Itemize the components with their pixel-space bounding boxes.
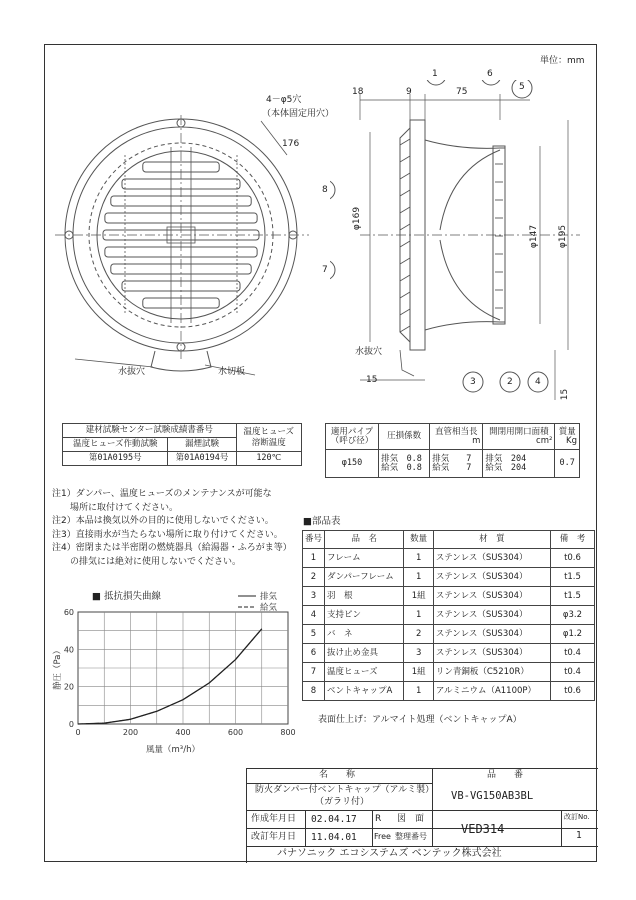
note-line: 場所に取付けてください。 [52,502,179,513]
chart-x-axis-label: 風量（m³/h） [146,745,200,755]
spec-h1-line2: （呼び径） [330,435,374,446]
fire-test-col3-line2: 溶断温度 [251,437,286,448]
fire-test-col1: 温度ヒューズ作動試験 [63,438,168,452]
dim-15a: 15 [366,375,378,385]
note-line: の排気には絶対に使用しないでください。 [52,556,242,567]
chart-series-line-exhaust [78,629,262,724]
ref-number: VED314 [461,822,505,836]
hole-note-2: （本体固定用穴） [262,109,335,119]
note-line: 注4）密閉または半密閉の燃焼器具（給湯器・ふろがま等） [52,543,292,554]
parts-cell: 4 [303,606,325,625]
parts-cell: t1.5 [550,587,594,606]
fire-test-val3: 120℃ [236,452,301,466]
parts-cell: ステンレス（SUS304） [433,644,550,663]
fire-test-val2: 第01A0194号 [168,452,236,466]
fire-test-col3-line1: 温度ヒューズ [243,427,295,438]
callout-6: 6 [487,69,493,79]
parts-row [303,682,595,701]
dim-15b: 15 [560,388,571,401]
created-label: 作成年月日 [251,814,297,824]
spec-h3-line1: 直管相当長 [435,426,478,437]
spec-mass: 0.7 [555,450,580,478]
chart-legend-label: 給気 [260,603,278,613]
spec-h5 [555,424,580,450]
dim-169: φ169 [352,206,363,231]
spec-len-exhaust: 排気 7 [432,453,472,464]
dim-75: 75 [456,87,468,97]
parts-cell: 1 [303,549,325,568]
parts-cell: 2 [404,625,433,644]
chart-title: ■ 抵抗損失曲線 [92,591,161,602]
title-block [246,768,598,863]
parts-cell: φ1.2 [550,625,594,644]
parts-cell: t0.6 [550,682,594,701]
spec-area-exhaust: 排気 204 [485,453,527,464]
parts-row [303,644,595,663]
side-view-drawing [330,80,590,410]
parts-cell: 支持ピン [325,606,404,625]
product-name-2: （ガラリ付） [315,797,370,807]
spec-h3-line2: m [472,435,481,446]
spec-h1 [326,424,379,450]
spec-loss-supply: 給気 0.8 [381,462,422,473]
parts-row [303,549,595,568]
parts-cell: ステンレス（SUS304） [433,549,550,568]
spec-h5-line1: 質量 [558,426,576,437]
chart-x-tick-label: 400 [175,728,191,737]
note-line: 注2）本品は換気以外の目的に使用しないでください。 [52,516,274,527]
spec-len-supply: 給気 7 [432,462,472,473]
spec-area-supply: 給気 204 [485,462,527,473]
dim-195: φ195 [558,224,569,249]
parts-cell: ステンレス（SUS304） [433,606,550,625]
parts-cell: 8 [303,682,325,701]
chart-x-tick-label: 800 [280,728,296,737]
callout-7: 7 [322,265,328,275]
chart-y-tick-label: 20 [63,682,74,692]
revised-date: 11.04.01 [311,832,357,843]
callout-4: 4 [535,377,541,387]
dim-18: 18 [352,87,364,97]
dim-9: 9 [406,87,412,97]
revised-label: 改訂年月日 [251,832,297,842]
chart-x-tick-label: 0 [75,728,81,737]
finish-note: 表面仕上げ：アルマイト処理（ベントキャップA） [318,715,522,725]
spec-h4-line1: 開閉用開口面積 [489,426,549,437]
parts-cell: t0.6 [550,549,594,568]
fire-test-title: 建材試験センター試験成績書番号 [63,424,237,438]
rev-number: 1 [576,830,582,841]
parts-cell: φ3.2 [550,606,594,625]
company-name: パナソニック エコシステムズ ベンテック株式会社 [277,848,502,859]
product-name-1: 防火ダンパー付ベントキャップ（アルミ製） [255,785,435,795]
parts-cell: 6 [303,644,325,663]
scale-r: R [375,814,382,824]
callout-5: 5 [519,82,525,92]
label-mizukiri: 水切板 [218,367,246,377]
spec-area [483,450,555,478]
parts-cell: 1組 [404,663,433,682]
fire-test-table [62,423,302,466]
chart-series-line-supply [78,629,262,724]
fire-test-val1: 第01A0195号 [63,452,168,466]
model-number: VB-VG150AB3BL [451,790,534,802]
chart-x-tick-label: 600 [227,728,244,737]
parts-cell: バ ネ [325,625,404,644]
parts-cell: 5 [303,625,325,644]
parts-cell: 3 [404,644,433,663]
free-label: Free [374,832,391,841]
parts-cell: フレーム [325,549,404,568]
parts-row [303,663,595,682]
parts-cell: リン青銅板（C5210R） [433,663,550,682]
notes-block [52,488,292,570]
spec-h1-line1: 適用パイプ [330,426,374,437]
spec-h4 [483,424,555,450]
drawing-label: 図 面 [397,814,425,824]
front-view-drawing [55,95,315,385]
parts-header: 番号 [303,531,325,549]
label-mizunuki-side: 水抜穴 [355,347,383,357]
parts-cell: 1 [404,568,433,587]
spec-h3 [430,424,483,450]
parts-cell: t1.5 [550,568,594,587]
parts-row [303,606,595,625]
ref-label: 整理番号 [395,832,427,841]
parts-table-title: ■部品表 [303,516,341,527]
parts-cell: t0.4 [550,663,594,682]
callout-3: 3 [470,377,476,387]
parts-cell: 羽 根 [325,587,404,606]
parts-header: 材 質 [433,531,550,549]
parts-header: 備 考 [550,531,594,549]
spec-h5-line2: Kg [566,435,577,446]
dim-176: 176 [282,139,300,149]
chart-y-tick-label: 40 [63,645,74,655]
callout-8: 8 [322,185,328,195]
spec-len [430,450,483,478]
chart-y-tick-label: 60 [63,608,74,617]
parts-cell: 1 [404,606,433,625]
parts-cell: 1組 [404,587,433,606]
parts-row [303,587,595,606]
parts-header: 数量 [404,531,433,549]
hole-note-1: 4－φ5穴 [266,95,302,105]
spec-h4-line2: cm² [536,435,553,446]
parts-cell: 1 [404,549,433,568]
spec-h2: 圧損係数 [379,424,430,450]
parts-cell: ステンレス（SUS304） [433,625,550,644]
parts-cell: 3 [303,587,325,606]
rev-label: 改訂No. [564,813,590,821]
fire-test-col2: 漏煙試験 [168,438,236,452]
note-line: 注3）直接雨水が当たらない場所に取り付けてください。 [52,529,283,540]
callout-2: 2 [507,377,513,387]
parts-cell: 7 [303,663,325,682]
dim-147: φ147 [529,224,540,249]
parts-row [303,568,595,587]
parts-cell: 1 [404,682,433,701]
spec-loss-exhaust: 排気 0.8 [381,453,422,464]
parts-cell: アルミニウム（A1100P） [433,682,550,701]
resistance-curve-chart [50,590,300,770]
created-date: 02.04.17 [311,814,357,825]
parts-cell: ベントキャップA [325,682,404,701]
parts-row [303,625,595,644]
parts-table [302,530,595,701]
spec-pipe: φ150 [326,450,379,478]
spec-loss [379,450,430,478]
parts-cell: ステンレス（SUS304） [433,568,550,587]
unit-label: 単位：mm [540,56,585,66]
parts-cell: ダンパーフレーム [325,568,404,587]
parts-cell: 温度ヒューズ [325,663,404,682]
parts-cell: ステンレス（SUS304） [433,587,550,606]
model-header: 品 番 [487,770,524,780]
chart-legend-label: 排気 [260,592,278,602]
callout-1: 1 [432,69,438,79]
label-mizunuki-front: 水抜穴 [118,367,146,377]
note-line: 注1）ダンパー、温度ヒューズのメンテナンスが可能な [52,489,272,499]
spec-table [325,423,580,478]
chart-y-tick-label: 0 [68,720,74,729]
parts-cell: 2 [303,568,325,587]
name-header: 名 称 [319,770,356,780]
parts-header: 品 名 [325,531,404,549]
chart-y-axis-label: 静圧（Pa） [53,646,63,690]
parts-cell: 抜け止め金具 [325,644,404,663]
fire-test-col3 [236,424,301,452]
parts-cell: t0.4 [550,644,594,663]
chart-x-tick-label: 200 [122,728,139,737]
